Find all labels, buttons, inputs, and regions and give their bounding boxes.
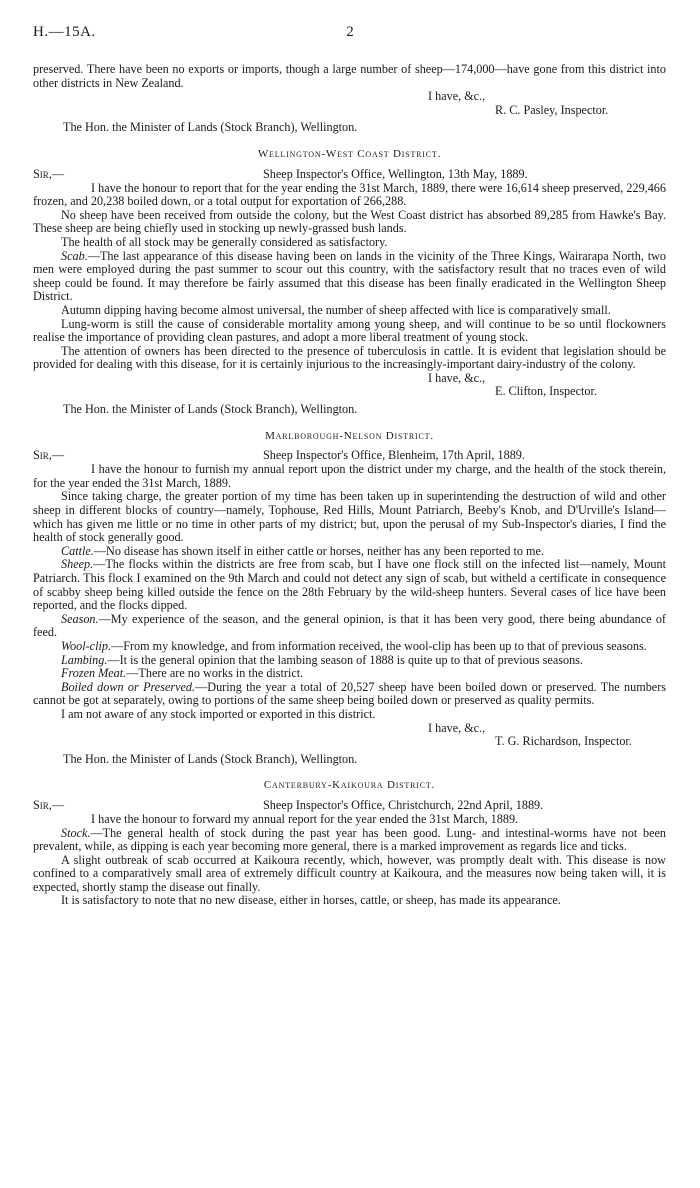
marlborough-closing: I have, &c., [428,720,486,735]
page-number: 2 [346,24,354,40]
wellington-paragraph-2: No sheep have been received from outside the colony, but the West Coast district has absorbed 89,285 from Hawke's Bay. These sheep are being chiefly used in stocking up newly-grassed bush lands. [33,207,666,236]
wool-text: —From my knowledge, and from information received, the wool-clip has been up to that of previous seasons. [111,638,647,653]
wool-label: Wool-clip. [61,638,111,653]
wellington-paragraph-5: Autumn dipping having become almost universal, the number of sheep affected with lice is comparatively small. [61,302,611,317]
boiled-text: —During the year a total of 20,527 sheep have been boiled down or preserved. The numbers cannot be got at separately, owing to portions of the same sheep being boiled down or preserved as quality permits. [33,679,667,708]
wellington-paragraph-3: The health of all stock may be generally considered as satisfactory. [61,234,388,249]
marlborough-paragraph-sheep [33,558,666,612]
marlborough-paragraph-boiled [33,681,666,708]
canterbury-salutation-line [33,799,666,813]
canterbury-paragraph-4: It is satisfactory to note that no new disease, either in horses, cattle, or sheep, has made its appearance. [61,893,561,908]
scab-text: —The last appearance of this disease having been on lands in the vicinity of the Three Kings, Wairarapa North, two men were employed during the past summer to scour out this country, with the satisfactory result that no traces even of wild sheep could be found. It may therefore be fairly assumed that this disease has been finally eradicated in the Wellington Sheep District. [33,248,666,304]
marlborough-addressee: The Hon. the Minister of Lands (Stock Branch), Wellington. [63,751,358,766]
season-text: —My experience of the season, and the general opinion, is that it has been very good, there being abundance of feed. [33,611,666,640]
report-reference: H.—15A. [33,24,96,40]
stock-label: Stock. [61,825,91,840]
pasley-addressee: The Hon. the Minister of Lands (Stock Branch), Wellington. [63,120,358,135]
pasley-closing: I have, &c., [428,89,486,104]
marlborough-office-date: Sheep Inspector's Office, Blenheim, 17th April, 1889. [263,448,525,463]
marlborough-signature: T. G. Richardson, Inspector. [495,734,632,749]
wellington-paragraph-7: The attention of owners has been directed to the presence of tuberculosis in cattle. It is evident that legislation should be provided for dealing with this disease, for it is certainly injurious to the increasingly-important dairy-industry of the colony. [33,343,666,372]
canterbury-paragraph-1: I have the honour to forward my annual report for the year ended the 31st March, 1889. [91,811,519,826]
page-header [33,26,667,46]
pasley-signature: R. C. Pasley, Inspector. [495,102,609,117]
frozen-label: Frozen Meat. [61,666,127,681]
cattle-text: —No disease has shown itself in either cattle or horses, neither has any been reported to me. [93,543,544,558]
boiled-label: Boiled down or Preserved. [61,679,196,694]
stock-text: —The general health of stock during the past year has been good. Lung- and intestinal-worms have not been prevalent, while, as dipping is each year becoming more general, there is a marked improvement as regards lice and ticks. [33,825,666,854]
wellington-signature: E. Clifton, Inspector. [495,384,597,399]
canterbury-paragraph-stock [33,827,666,854]
marlborough-paragraph-last: I am not aware of any stock imported or exported in this district. [61,706,376,721]
marlborough-paragraph-1: I have the honour to furnish my annual report upon the district under my charge, and the health of the stock therein, for the year ended the 31st March, 1889. [33,462,666,490]
sheep-text: —The flocks within the districts are free from scab, but I have one flock still on the infected list—namely, Mount Patriarch. This flock I examined on the 9th March and could not detect any sign of scab, but witheld a certificate in consequence of scabby sheep being killed outside the fence on the 28th February by the wild-sheep hunters. Several cases of lice have been reported, and the flocks dipped. [33,557,666,613]
wellington-addressee: The Hon. the Minister of Lands (Stock Branch), Wellington. [63,402,358,417]
marlborough-paragraph-lambing [33,654,666,668]
cattle-label: Cattle. [61,543,94,558]
pasley-continuation: preserved. There have been no exports or imports, though a large number of sheep—174,000—have gone from this district into other districts in New Zealand. [33,62,666,90]
sheep-label: Sheep. [61,557,94,572]
marlborough-paragraph-wool [33,640,666,654]
wellington-salutation: Sir,— [33,166,65,181]
wellington-office-date: Sheep Inspector's Office, Wellington, 13th May, 1889. [263,166,528,181]
document-body [33,63,666,908]
canterbury-district-heading: Canterbury-Kaikoura District. [263,779,436,792]
frozen-text: —There are no works in the district. [126,666,304,681]
wellington-salutation-line [33,168,666,182]
marlborough-salutation: Sir,— [33,448,65,463]
wellington-closing: I have, &c., [428,370,486,385]
marlborough-salutation-line [33,449,666,463]
wellington-paragraph-1: I have the honour to report that for the year ending the 31st March, 1889, there were 16,614 sheep preserved, 229,466 frozen, and 20,238 boiled down, or a total output for exportation of 266,288. [33,180,666,209]
marlborough-paragraph-2: Since taking charge, the greater portion of my time has been taken up in superintending the destruction of wild and other sheep in different blocks of country—namely, Tophouse, Red Hills, Mount Patriarch, Beeby's Knob, and D'Urville's Island—which has given me little or no time in other parts of my district; but, upon the perusal of my Sub-Inspector's diaries, I find the health of stock generally good. [33,489,666,545]
scab-label: Scab. [61,248,88,263]
marlborough-paragraph-season [33,613,666,640]
marlborough-paragraph-frozen [33,667,666,681]
lambing-label: Lambing. [61,652,108,667]
canterbury-office-date: Sheep Inspector's Office, Christchurch, 22nd April, 1889. [263,797,544,812]
wellington-paragraph-6: Lung-worm is still the cause of considerable mortality among young sheep, and will continue to be so until flockowners realise the importance of providing clean pastures, and adopt a more liberal treatment of young stock. [33,316,666,345]
marlborough-paragraph-cattle [33,545,666,559]
season-label: Season. [61,611,99,626]
lambing-text: —It is the general opinion that the lambing season of 1888 is quite up to that of previous seasons. [107,652,583,667]
canterbury-paragraph-3: A slight outbreak of scab occurred at Kaikoura recently, which, however, was promptly dealt with. This disease is now confined to a comparatively small area of extremely difficult country at Kaikoura, and the measures now being taken will, it is expected, shortly stamp the disease out finally. [33,852,666,894]
marlborough-district-heading: Marlborough-Nelson District. [265,429,434,442]
wellington-paragraph-scab [33,250,666,304]
wellington-district-heading: Wellington-West Coast District. [257,147,442,160]
canterbury-salutation: Sir,— [33,797,65,812]
